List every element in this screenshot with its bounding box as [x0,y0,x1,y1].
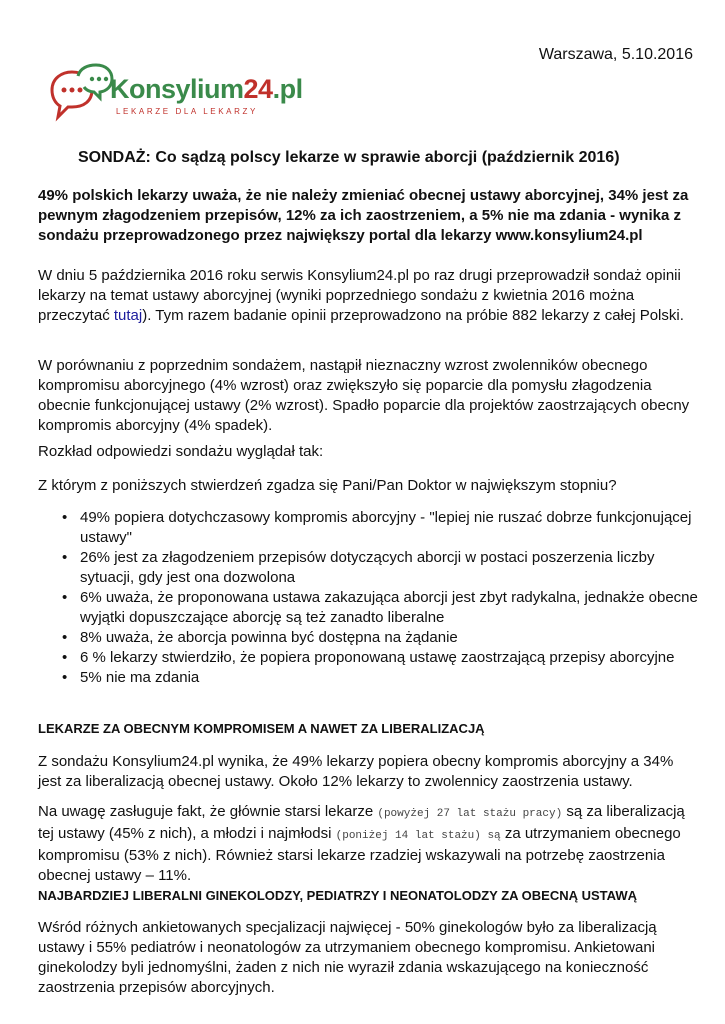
answer-text: 6 % lekarzy stwierdziło, że popiera proponowaną ustawę zaostrzającą przepisy aborcyjne [80,649,675,666]
paragraph-comparison: W porównaniu z poprzednim sondażem, nastąpił nieznaczny wzrost zwolenników obecnego kompromisu aborcyjnego (4% wzrost) oraz zwiększyło się poparcie dla pomysłu złagodzenia obecnie funkcjonującej ustawy (2% wzrost). Spadło poparcie dla projektów zaostrzających obecny kompromis aborcyjny (4% spadek). [38,357,690,434]
paragraph-age-text-a: Na uwagę zasługuje fakt, że głównie starsi lekarze [38,803,378,820]
paragraph-intro-text-b: ). Tym razem badanie opinii przeprowadzono na próbie 882 lekarzy z całej Polski. [142,307,684,324]
paragraph-distribution: Rozkład odpowiedzi sondażu wyglądał tak: [38,443,324,460]
document-date: Warszawa, 5.10.2016 [538,46,693,63]
list-item [62,588,702,628]
logo-wordmark [110,74,303,105]
logo-name-part3: .pl [272,74,303,104]
bullet-icon: • [62,549,68,566]
konsylium-logo [44,62,303,128]
answer-list [62,508,702,688]
list-item [62,548,702,588]
list-item [62,648,702,668]
answer-text: 6% uważa, że proponowana ustawa zakazująca aborcji jest zbyt radykalna, jednakże obecne wyjątki dopuszczające aborcję są też zanadto liberalne [80,589,698,626]
section-heading-specialties: NAJBARDZIEJ LIBERALNI GINEKOLODZY, PEDIATRZY I NEONATOLODZY ZA OBECNĄ USTAWĄ [38,888,637,903]
lead-paragraph: 49% polskich lekarzy uważa, że nie należy zmieniać obecnej ustawy aborcyjnej, 34% jest za pewnym złagodzeniem przepisów, 12% za ich zaostrzeniem, a 5% nie ma zdania - wynika z sondażu przeprowadzonego przez największy portal dla lekarzy www.konsylium24.pl [38,187,689,244]
logo-tagline: LEKARZE DLA LEKARZY [116,107,258,116]
paragraph-age-groups [38,802,698,886]
seniority-note-younger: (poniżej 14 lat stażu) są [335,830,501,842]
logo-name-part2: 24 [243,74,273,104]
list-item [62,668,702,688]
bullet-icon: • [62,649,68,666]
document-title: SONDAŻ: Co sądzą polscy lekarze w sprawie aborcji (październik 2016) [78,149,620,166]
bullet-icon: • [62,669,68,686]
bullet-icon: • [62,589,68,606]
list-item [62,628,702,648]
answer-text: 49% popiera dotychczasowy kompromis aborcyjny - "lepiej nie ruszać dobrze funkcjonującej ustawy" [80,509,692,546]
paragraph-age-text-c: za utrzymaniem obecnego kompromisu (53% z nich). Również starsi lekarze rzadziej wskazywali na potrzebę zaostrzenia obecnej ustawy – 11%. [38,825,681,884]
logo-name-part1: Konsylium [110,74,244,104]
seniority-note-older: (powyżej 27 lat stażu pracy) [377,808,563,820]
paragraph-age-text-b: są za liberalizacją tej ustawy (45% z nich), a młodzi i najmłodsi [38,803,685,842]
paragraph-intro-text-a: W dniu 5 października 2016 roku serwis Konsylium24.pl po raz drugi przeprowadził sondaż opinii lekarzy na temat ustawy aborcyjnej (wyniki poprzedniego sondażu z kwietnia 2016 można przeczytać [38,267,681,324]
answer-text: 5% nie ma zdania [80,669,200,686]
answer-text: 8% uważa, że aborcja powinna być dostępna na żądanie [80,629,458,646]
speech-bubbles-icon [44,62,114,124]
paragraph-results: Z sondażu Konsylium24.pl wynika, że 49% lekarzy popiera obecny kompromis aborcyjny a 34% jest za liberalizacją obecnej ustawy. Około 12% lekarzy to zwolennicy zaostrzenia ustawy. [38,753,674,790]
paragraph-intro [38,266,698,326]
tutaj-link[interactable]: tutaj [113,307,143,324]
answer-text: 26% jest za złagodzeniem przepisów dotyczących aborcji w postaci poszerzenia liczby sytuacji, gdy jest ona dozwolona [80,549,655,586]
list-item [62,508,702,548]
section-heading-compromise: LEKARZE ZA OBECNYM KOMPROMISEM A NAWET ZA LIBERALIZACJĄ [38,721,485,736]
bullet-icon: • [62,509,68,526]
bullet-icon: • [62,629,68,646]
survey-question: Z którym z poniższych stwierdzeń zgadza się Pani/Pan Doktor w największym stopniu? [38,477,617,494]
paragraph-specialties: Wśród różnych ankietowanych specjalizacji najwięcej - 50% ginekologów było za liberalizacją ustawy i 55% pediatrów i neonatologów za utrzymaniem obecnego kompromisu. Ankietowani ginekolodzy byli jednomyślni, żaden z nich nie wyraził zdania wskazującego na konieczność zaostrzenia przepisów aborcyjnych. [38,919,657,996]
